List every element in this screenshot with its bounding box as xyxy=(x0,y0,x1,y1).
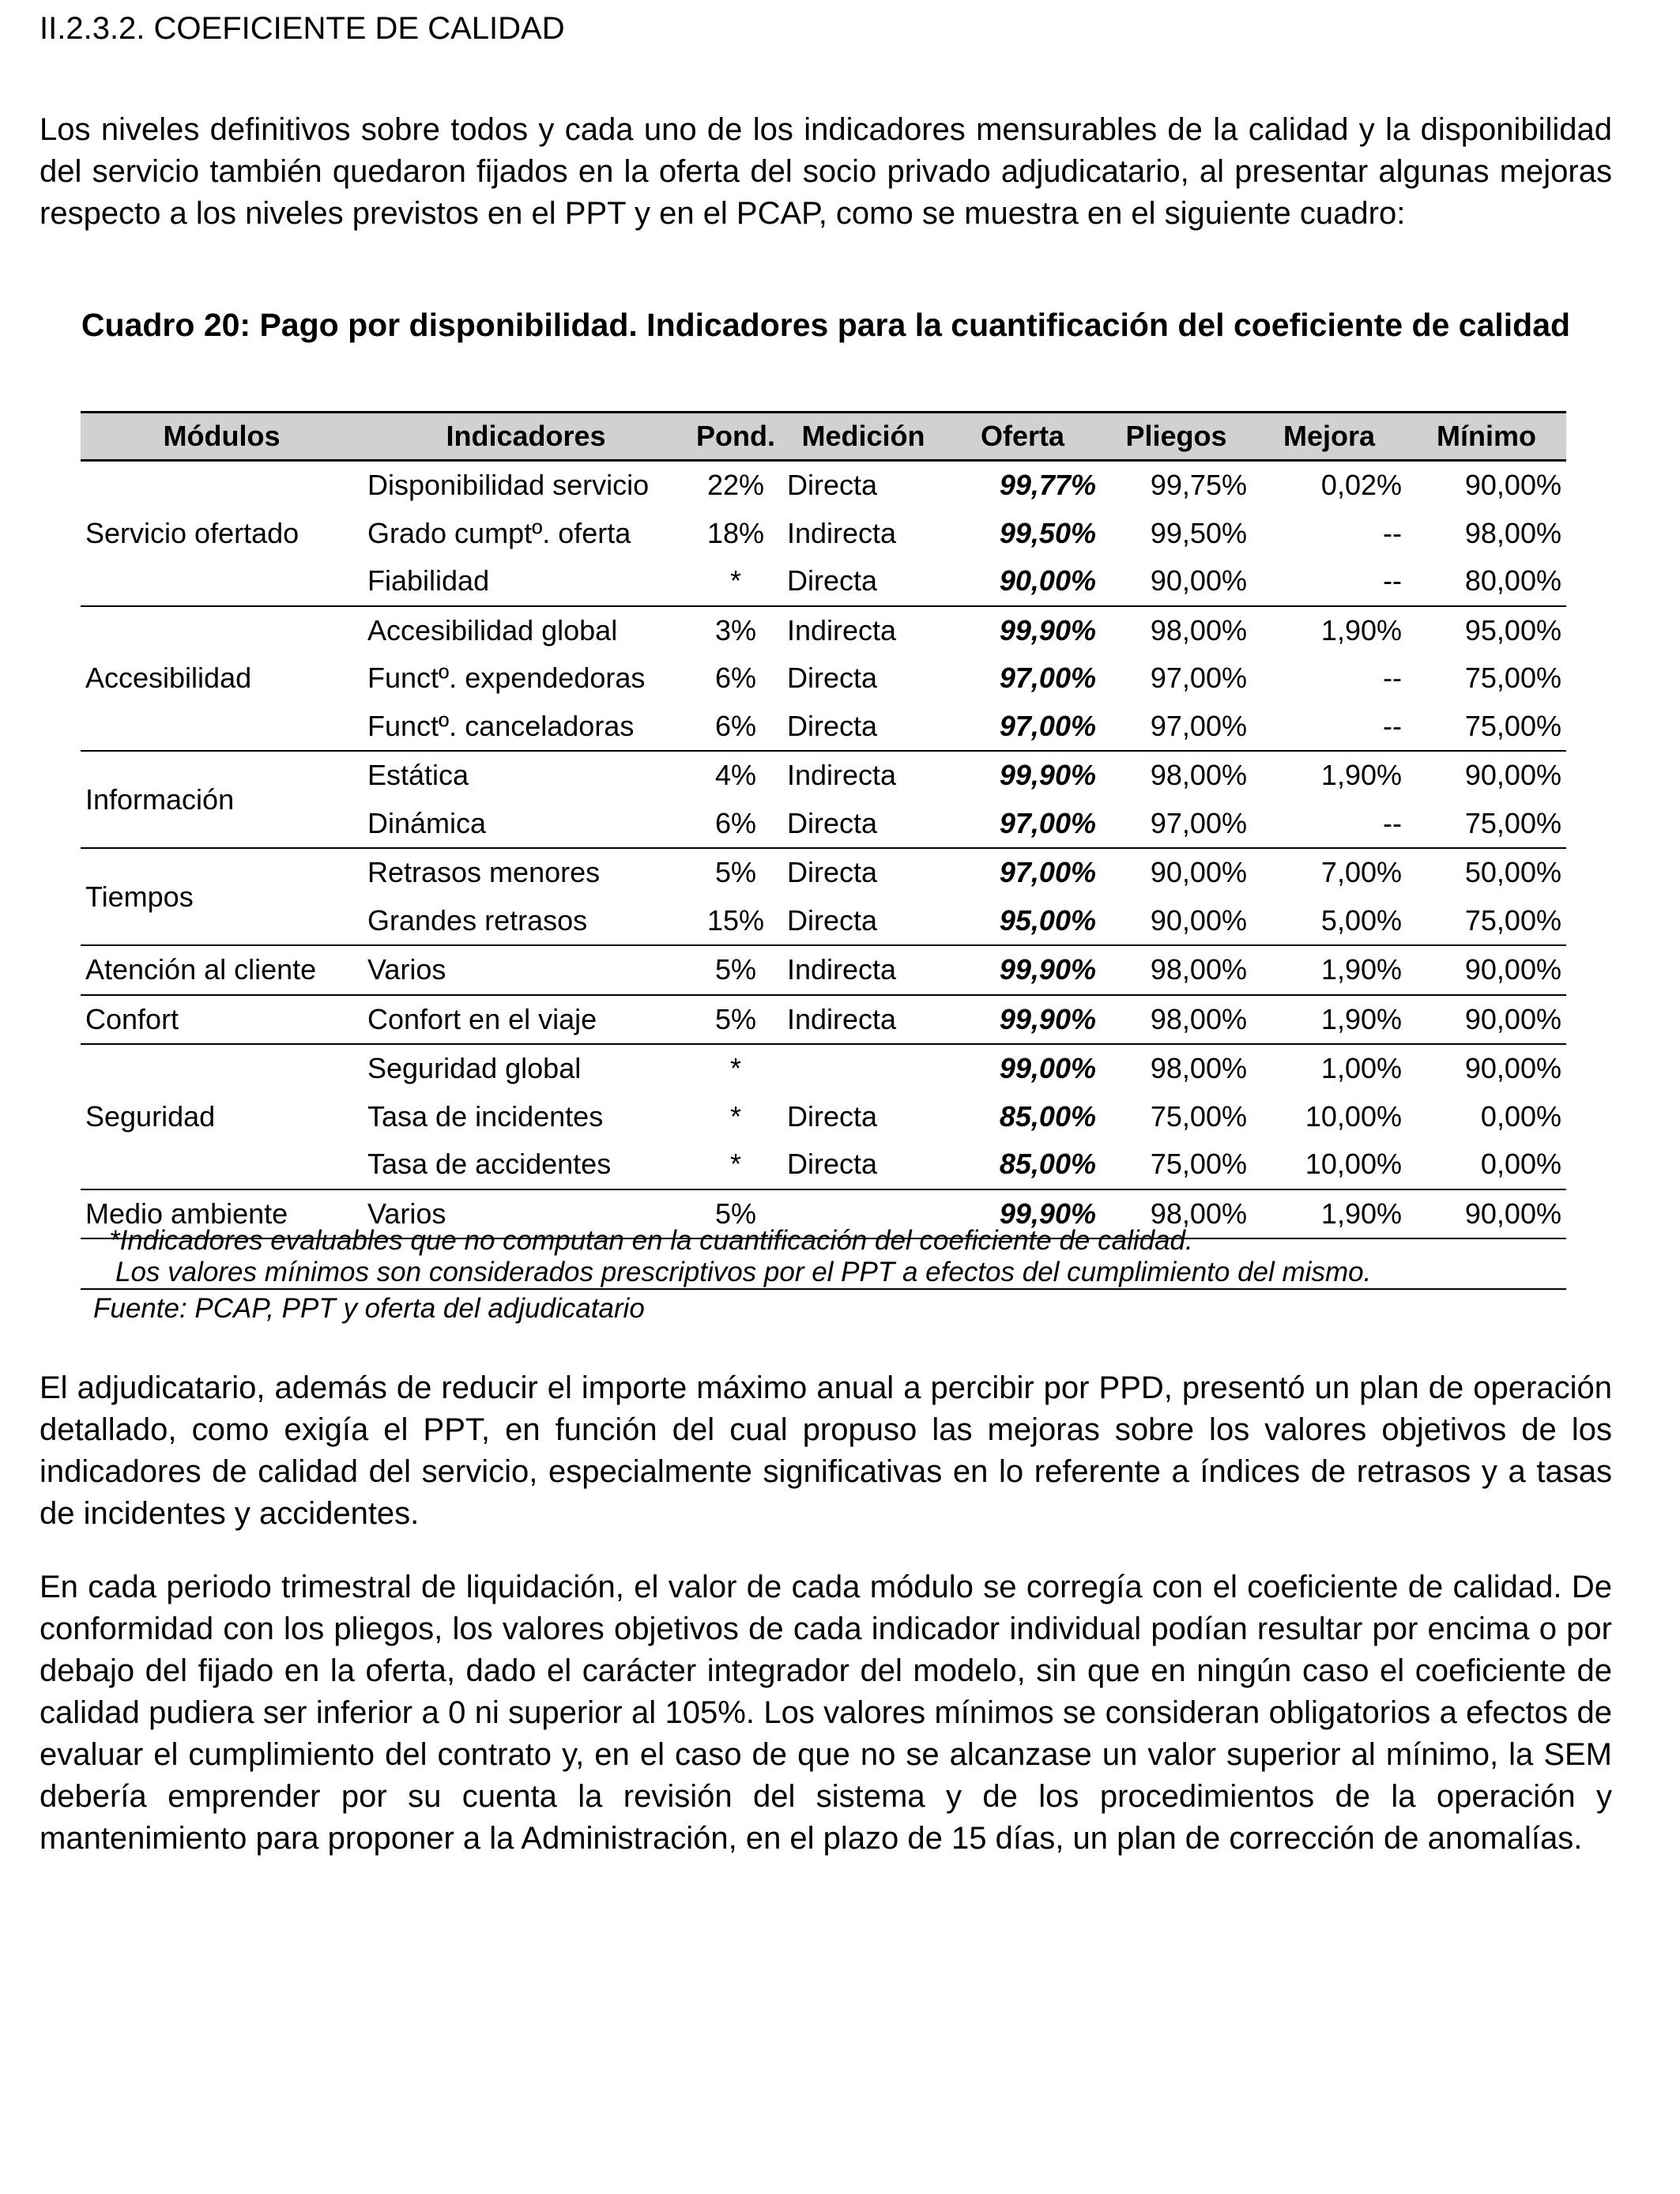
weight-cell: 5% xyxy=(714,953,757,986)
weight-cell: 6% xyxy=(714,806,757,839)
specs-cell: 90,00% xyxy=(1150,856,1247,889)
improvement-cell: 7,00% xyxy=(1320,856,1402,889)
table-row xyxy=(81,848,1566,897)
minimum-cell: 75,00% xyxy=(1464,806,1561,839)
section-heading: II.2.3.2. COEFICIENTE DE CALIDAD xyxy=(40,11,565,46)
offer-cell: 90,00% xyxy=(999,564,1096,598)
minimum-cell: 90,00% xyxy=(1464,1197,1561,1230)
module-group xyxy=(81,848,1566,945)
offer-cell: 97,00% xyxy=(999,709,1096,742)
minimum-cell: 90,00% xyxy=(1464,1052,1561,1085)
quality-indicators-table xyxy=(81,411,1566,1239)
table-row xyxy=(81,945,1566,995)
measurement-cell: Indirecta xyxy=(787,613,897,647)
offer-cell: 99,00% xyxy=(999,1052,1096,1085)
weight-cell: 6% xyxy=(714,709,757,742)
offer-cell: 85,00% xyxy=(999,1148,1096,1181)
weight-cell: 5% xyxy=(714,1002,757,1035)
measurement-cell: Directa xyxy=(787,469,878,502)
offer-cell: 99,90% xyxy=(999,613,1096,647)
indicator-cell: Fiabilidad xyxy=(367,564,490,598)
weight-cell: 15% xyxy=(706,903,765,937)
specs-cell: 90,00% xyxy=(1150,903,1247,937)
measurement-cell: Indirecta xyxy=(787,759,897,792)
indicator-cell: Tasa de incidentes xyxy=(367,1099,604,1133)
improvement-cell: -- xyxy=(1383,709,1402,742)
table-source: Fuente: PCAP, PPT y oferta del adjudicatario xyxy=(93,1293,645,1324)
intro-paragraph: Los niveles definitivos sobre todos y cada uno de los indicadores mensurables de la calidad y la disponibilidad del servicio también quedaron fijados en la oferta del socio privado adjudicatario, al presentar algunas mejoras respecto a los niveles previstos en el PPT y en el PCAP, como se muestra en el siguiente cuadro: xyxy=(40,112,1612,231)
offer-cell: 97,00% xyxy=(999,806,1096,839)
note-asterisk: *Indicadores evaluables que no computan en la cuantificación del coeficiente de calidad. xyxy=(109,1225,1193,1256)
indicator-cell: Retrasos menores xyxy=(367,856,601,889)
minimum-cell: 90,00% xyxy=(1464,953,1561,986)
specs-cell: 75,00% xyxy=(1150,1099,1247,1133)
minimum-cell: 0,00% xyxy=(1480,1148,1561,1181)
offer-cell: 85,00% xyxy=(999,1099,1096,1133)
improvement-cell: 1,00% xyxy=(1320,1052,1402,1085)
indicator-cell: Varios xyxy=(367,953,446,986)
module-cell: Medio ambiente xyxy=(85,1197,288,1230)
specs-cell: 75,00% xyxy=(1150,1148,1247,1181)
measurement-cell: Directa xyxy=(787,662,878,695)
paragraph-periodo-trimestral: En cada periodo trimestral de liquidación, el valor de cada módulo se corregía con el coeficiente de calidad. De conformidad con los pliegos, los valores objetivos de cada indicador individual podían resultar por encima o por debajo del fijado en la oferta, dado el carácter integrador del modelo, sin que en ningún caso el coeficiente de calidad pudiera ser inferior a 0 ni superior al 105%. Los valores mínimos se consideran obligatorios a efectos de evaluar el cumplimiento del contrato y, en el caso de que no se alcanzase un valor superior al mínimo, la SEM debería emprender por su cuenta la revisión del sistema y de los procedimientos de la operación y mantenimiento para proponer a la Administración, en el plazo de 15 días, un plan de corrección de anomalías. xyxy=(40,1570,1612,1856)
indicator-cell: Seguridad global xyxy=(367,1052,582,1085)
header-mejora: Mejora xyxy=(1252,413,1407,461)
header-indicadores: Indicadores xyxy=(363,413,689,461)
weight-cell: 4% xyxy=(714,759,757,792)
header-oferta: Oferta xyxy=(944,413,1101,461)
module-cell: Servicio ofertado xyxy=(85,516,299,549)
table-notes xyxy=(81,1225,1566,1290)
weight-cell: 22% xyxy=(706,469,765,502)
indicator-cell: Functº. canceladoras xyxy=(367,709,635,742)
header-pond: Pond. xyxy=(689,413,782,461)
measurement-cell: Directa xyxy=(787,806,878,839)
weight-cell: * xyxy=(729,564,741,598)
measurement-cell: Directa xyxy=(787,856,878,889)
measurement-cell: Directa xyxy=(787,903,878,937)
improvement-cell: -- xyxy=(1383,564,1402,598)
specs-cell: 99,50% xyxy=(1150,516,1247,549)
minimum-cell: 0,00% xyxy=(1480,1099,1561,1133)
module-group xyxy=(81,945,1566,995)
specs-cell: 97,00% xyxy=(1150,709,1247,742)
module-group xyxy=(81,1044,1566,1189)
minimum-cell: 50,00% xyxy=(1464,856,1561,889)
table-row xyxy=(81,1044,1566,1093)
measurement-cell: Indirecta xyxy=(787,1002,897,1035)
table-row xyxy=(81,995,1566,1045)
improvement-cell: -- xyxy=(1383,662,1402,695)
measurement-cell: Directa xyxy=(787,1099,878,1133)
indicator-cell: Functº. expendedoras xyxy=(367,662,646,695)
indicator-cell: Accesibilidad global xyxy=(367,613,618,647)
module-cell: Información xyxy=(85,782,235,816)
weight-cell: 5% xyxy=(714,856,757,889)
indicator-cell: Confort en el viaje xyxy=(367,1002,597,1035)
table-row xyxy=(81,461,1566,510)
offer-cell: 99,90% xyxy=(999,1197,1096,1230)
module-cell: Confort xyxy=(85,1002,179,1035)
indicator-cell: Estática xyxy=(367,759,469,792)
specs-cell: 98,00% xyxy=(1150,1197,1247,1230)
specs-cell: 98,00% xyxy=(1150,953,1247,986)
module-group xyxy=(81,461,1566,606)
minimum-cell: 95,00% xyxy=(1464,613,1561,647)
specs-cell: 97,00% xyxy=(1150,806,1247,839)
offer-cell: 99,77% xyxy=(999,469,1096,502)
minimum-cell: 75,00% xyxy=(1464,662,1561,695)
table-caption: Cuadro 20: Pago por disponibilidad. Indicadores para la cuantificación del coeficiente de calidad xyxy=(81,307,1571,343)
minimum-cell: 75,00% xyxy=(1464,709,1561,742)
header-medicion: Medición xyxy=(782,413,944,461)
specs-cell: 98,00% xyxy=(1150,1052,1247,1085)
paragraph-adjudicatario: El adjudicatario, además de reducir el importe máximo anual a percibir por PPD, presentó un plan de operación detallado, como exigía el PPT, en función del cual propuso las mejoras sobre los valores objetivos de los indicadores de calidad del servicio, especialmente significativas en lo referente a índices de retrasos y a tasas de incidentes y accidentes. xyxy=(40,1370,1612,1531)
offer-cell: 97,00% xyxy=(999,856,1096,889)
improvement-cell: 10,00% xyxy=(1305,1099,1402,1133)
offer-cell: 99,50% xyxy=(999,516,1096,549)
indicator-cell: Dinámica xyxy=(367,806,487,839)
improvement-cell: 1,90% xyxy=(1320,1002,1402,1035)
table-row xyxy=(81,606,1566,655)
improvement-cell: -- xyxy=(1383,516,1402,549)
improvement-cell: 5,00% xyxy=(1320,903,1402,937)
measurement-cell: Indirecta xyxy=(787,516,897,549)
improvement-cell: 1,90% xyxy=(1320,759,1402,792)
measurement-cell: Indirecta xyxy=(787,953,897,986)
indicator-cell: Grandes retrasos xyxy=(367,903,588,937)
measurement-cell: Directa xyxy=(787,709,878,742)
module-cell: Seguridad xyxy=(85,1099,216,1133)
weight-cell: * xyxy=(729,1148,741,1181)
indicator-cell: Disponibilidad servicio xyxy=(367,469,650,502)
minimum-cell: 75,00% xyxy=(1464,903,1561,937)
specs-cell: 98,00% xyxy=(1150,1002,1247,1035)
indicator-cell: Varios xyxy=(367,1197,446,1230)
improvement-cell: -- xyxy=(1383,806,1402,839)
module-group xyxy=(81,995,1566,1045)
indicator-cell: Grado cumptº. oferta xyxy=(367,516,631,549)
minimum-cell: 90,00% xyxy=(1464,1002,1561,1035)
module-group xyxy=(81,606,1566,752)
measurement-cell: Directa xyxy=(787,564,878,598)
weight-cell: * xyxy=(729,1099,741,1133)
specs-cell: 90,00% xyxy=(1150,564,1247,598)
module-group xyxy=(81,751,1566,848)
improvement-cell: 1,90% xyxy=(1320,953,1402,986)
weight-cell: 3% xyxy=(714,613,757,647)
header-modulos: Módulos xyxy=(81,413,363,461)
weight-cell: 18% xyxy=(706,516,765,549)
specs-cell: 99,75% xyxy=(1150,469,1247,502)
improvement-cell: 0,02% xyxy=(1320,469,1402,502)
offer-cell: 99,90% xyxy=(999,759,1096,792)
offer-cell: 97,00% xyxy=(999,662,1096,695)
offer-cell: 95,00% xyxy=(999,903,1096,937)
specs-cell: 98,00% xyxy=(1150,613,1247,647)
note-minimum-values: Los valores mínimos son considerados prescriptivos por el PPT a efectos del cumplimiento del mismo. xyxy=(115,1257,1372,1287)
specs-cell: 98,00% xyxy=(1150,759,1247,792)
improvement-cell: 1,90% xyxy=(1320,613,1402,647)
minimum-cell: 80,00% xyxy=(1464,564,1561,598)
module-cell: Atención al cliente xyxy=(85,953,317,986)
improvement-cell: 1,90% xyxy=(1320,1197,1402,1230)
module-cell: Accesibilidad xyxy=(85,662,252,695)
minimum-cell: 98,00% xyxy=(1464,516,1561,549)
indicator-cell: Tasa de accidentes xyxy=(367,1148,612,1181)
offer-cell: 99,90% xyxy=(999,953,1096,986)
offer-cell: 99,90% xyxy=(999,1002,1096,1035)
minimum-cell: 90,00% xyxy=(1464,469,1561,502)
weight-cell: * xyxy=(729,1052,741,1085)
table-row xyxy=(81,751,1566,800)
measurement-cell: Directa xyxy=(787,1148,878,1181)
module-cell: Tiempos xyxy=(85,880,194,913)
minimum-cell: 90,00% xyxy=(1464,759,1561,792)
table-header-row xyxy=(81,413,1566,461)
improvement-cell: 10,00% xyxy=(1305,1148,1402,1181)
measurement-cell xyxy=(782,1044,944,1093)
specs-cell: 97,00% xyxy=(1150,662,1247,695)
weight-cell: 6% xyxy=(714,662,757,695)
header-minimo: Mínimo xyxy=(1407,413,1566,461)
weight-cell: 5% xyxy=(714,1197,757,1230)
header-pliegos: Pliegos xyxy=(1101,413,1252,461)
